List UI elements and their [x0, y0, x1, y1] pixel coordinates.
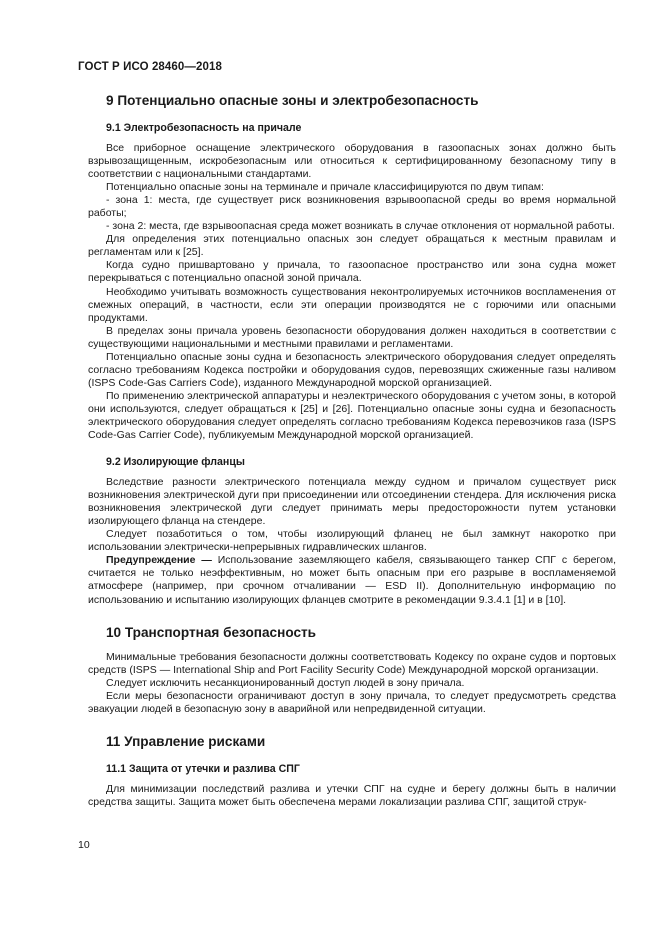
page-content — [88, 93, 616, 809]
list-item-zone-2: - зона 2: места, где взрывоопасная среда может возникать в случае отклонения от нормальной работы. — [106, 220, 615, 233]
paragraph: По применению электрической аппаратуры и неэлектрического оборудования с учетом зоны, в которой они используются, следует обращаться к [25] и [26]. Потенциально опасные зоны судна и безопасность электрического оборудования следует определять согласно требованиям Кодекса перевозчиков газа (ISPS Code-Gas Carrier Code), публикуемым Международной морской организацией. — [88, 389, 616, 442]
paragraph: Когда судно пришвартовано у причала, то газоопасное пространство или зона судна может перекрываться с потенциально опасной зоной причала. — [88, 259, 616, 285]
document-code-header: ГОСТ Р ИСО 28460—2018 — [78, 61, 223, 73]
paragraph: Минимальные требования безопасности должны соответствовать Кодексу по охране судов и портовых средств (ISPS — International Ship and Port Facility Security Code) Международной морской организации. — [88, 650, 616, 676]
paragraph: Для минимизации последствий разлива и утечки СПГ на судне и берегу должны быть в наличии средства защиты. Защита может быть обеспечена мерами локализации разлива СПГ, защитой струк- — [88, 782, 616, 808]
subsection-9-1-title: 9.1 Электробезопасность на причале — [106, 122, 302, 134]
paragraph: В пределах зоны причала уровень безопасности оборудования должен находиться в соответствии с существующими национальными и местными правилами и регламентами. — [88, 324, 616, 350]
paragraph: Потенциально опасные зоны судна и безопасность электрического оборудования следует определять согласно требованиям Кодекса постройки и оборудования судов, перевозящих сжиженные газы наливом (ISPS Code-Gas Carriers Code), изданного Международной морской организацией. — [88, 350, 616, 389]
section-11-title: 11 Управление рисками — [106, 733, 266, 749]
paragraph: Следует позаботиться о том, чтобы изолирующий фланец не был замкнут накоротко при использовании электрически-непрерывных гидравлических шлангов. — [88, 528, 616, 554]
paragraph: Потенциально опасные зоны на терминале и причале классифицируются по двум типам: — [106, 181, 544, 194]
page-number: 10 — [78, 839, 90, 851]
list-item-zone-1: - зона 1: места, где существует риск возникновения взрывоопасной среды во время нормальной работы; — [88, 194, 616, 220]
warning-label: Предупреждение — — [106, 554, 212, 567]
paragraph: Все приборное оснащение электрического оборудования в газоопасных зонах должно быть взрывозащищенным, искробезопасным или относиться к сертифицированному безопасному типу в соответствии с национальными стандартами. — [88, 142, 616, 181]
paragraph: Необходимо учитывать возможность существования неконтролируемых источников воспламенения от смежных операций, в частности, если эти операции производятся не с горючими или опасными продуктами. — [88, 285, 616, 324]
paragraph: Вследствие разности электрического потенциала между судном и причалом существует риск возникновения электрической дуги при присоединении или отсоединении стендера. Для исключения риска возникновения электрической дуги следует принимать меры предосторожности путем установки изолирующего фланца на стендере. — [88, 476, 616, 528]
paragraph: Если меры безопасности ограничивают доступ в зону причала, то следует предусмотреть средства эвакуации людей в безопасную зону в аварийной или непредвиденной ситуации. — [88, 689, 616, 715]
paragraph: Для определения этих потенциально опасных зон следует обращаться к местным правилам и регламентам или к [25]. — [88, 233, 616, 259]
warning-paragraph — [88, 554, 616, 606]
paragraph: Следует исключить несанкционированный доступ людей в зону причала. — [106, 676, 465, 689]
subsection-9-2-title: 9.2 Изолирующие фланцы — [106, 456, 245, 469]
warning-text: Использование заземляющего кабеля, связывающего танкер СПГ с берегом, считается не только неэффективным, но может быть опасным при его разрыве в воспламеняемой атмосфере (например, при срочном отчаливании — ESD II). Дополнительную информацию по использованию и испытанию изолирующих фланцев смотрите в рекомендации 9.3.4.1 [1] и в [10]. — [88, 554, 616, 606]
subsection-11-1-title: 11.1 Защита от утечки и разлива СПГ — [106, 762, 300, 775]
section-9-title: 9 Потенциально опасные зоны и электробезопасность — [106, 93, 479, 108]
section-10-title: 10 Транспортная безопасность — [106, 624, 317, 640]
